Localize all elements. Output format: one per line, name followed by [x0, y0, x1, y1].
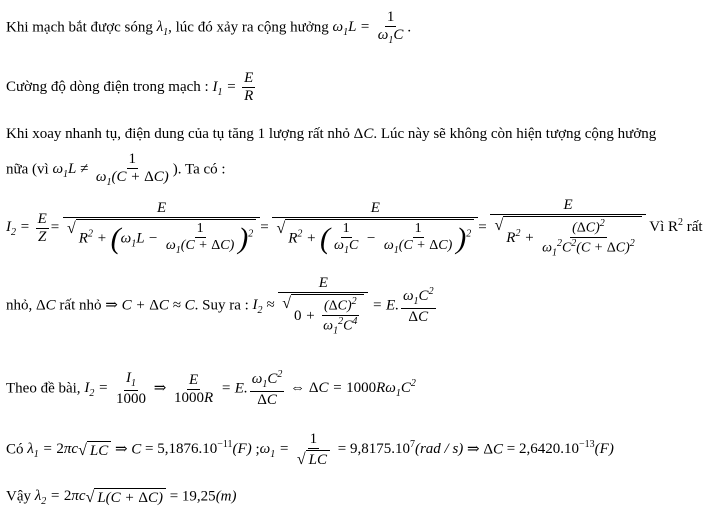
i2-ez-fraction: $\frac{E}{Z}$	[37, 210, 47, 245]
current-fraction: $\frac{E}{R}$	[244, 70, 254, 104]
omega1-value: = $9,8175.10^7(rad / s)$	[337, 439, 464, 458]
condition-fraction-3: $\frac{\omega_1C^2}{\Delta C}$	[251, 369, 283, 408]
delta-c-symbol: ΔC	[353, 126, 374, 142]
c-value: = $5,1876.10^{-11}(F)$	[145, 439, 252, 458]
i2-approx-fraction: E √ 0 + $\frac{(\Delta C)^2}{\omega_1^2C^4}$	[280, 276, 366, 336]
line-5: $I_2$ = $\frac{E}{Z}$ = E √ $R^2 + (\omega_1L$ − $\frac{1}{\omega_1(C + \Delta C)}$ )$^2$ = E √ $R^2$ + ( $\frac{1}{\omega_1C}$ − $\frac{1}{\omega_1(C + \Delta C)}$ )$^2$ = E √ $R^2$ + $\frac{(\Delta C)^2}{\omega_1^2C^2(C + \Delta C)^2}$ Vì $R^2$ rất	[6, 197, 703, 259]
i2-formula: $I_2$ =	[6, 219, 34, 239]
sqrt-lc: √ LC	[78, 441, 111, 459]
line-8: Có $\lambda_1 = 2\pi c$ √ LC ⇒ $C = 5,1876.10^{-11}(F)$ $;\omega_1$ = 1 √ LC = $9,8175.10^7(rad / s)$ ⇒ $\Delta C = 2,6420.10^{-13}(F)$	[6, 431, 614, 468]
line-6-text3: . Suy ra :	[194, 297, 249, 314]
line-3	[6, 127, 656, 142]
line-6: nhỏ, ΔC rất nhỏ ⇒ C + ΔC ≈ C. Suy ra : $I_2$ ≈ E √ 0 + $\frac{(\Delta C)^2}{\omega_1^2C^4}$ = E. $\frac{\omega_1C^2}{\Delta C}$	[6, 275, 434, 337]
i2-approx-result: $\frac{\omega_1C^2}{\Delta C}$	[402, 286, 434, 326]
line-7-text: Theo đề bài,	[6, 380, 81, 397]
resonance-formula: $\omega_1L$ =	[332, 19, 374, 39]
delta-c-small: ΔC	[36, 297, 56, 314]
delta-c-value: = $2,6420.10^{-13}(F)$	[506, 439, 614, 458]
line-9-text: Vậy	[6, 488, 31, 505]
line-1-text2: , lúc đó xảy ra cộng hưởng	[168, 19, 329, 36]
i2-fraction-3: E √ $R^2$ + $\frac{(\Delta C)^2}{\omega_1^2C^2(C + \Delta C)^2}$	[492, 198, 643, 258]
current-formula: $I_1$ =	[212, 78, 241, 98]
line-4-text: nữa (vì	[6, 161, 49, 178]
line-3-text2: . Lúc này sẽ không còn hiện tượng cộng hưởng	[373, 126, 657, 142]
lambda2-formula: $\lambda_2 = 2\pi c$	[34, 488, 86, 508]
line-9	[6, 488, 237, 507]
line-6-text: nhỏ,	[6, 297, 33, 314]
condition-fraction-2: $\frac{E}{1000R}$	[174, 371, 214, 406]
line-8-text: Có	[6, 441, 24, 458]
line-3-text: Khi xoay nhanh tụ, điện dung của tụ tăng 1 lượng rất nhỏ	[6, 126, 350, 142]
line-4	[6, 152, 226, 188]
delta-c-result: ⇔ $\Delta C = 1000R\omega_1C^2$	[290, 378, 416, 400]
approx-formula: ⇒ C + ΔC ≈ C	[105, 297, 195, 314]
line-4-text2: ). Ta có :	[172, 161, 226, 178]
lambda1-symbol: $\lambda_1$	[156, 19, 169, 39]
line-1: Khi mạch bắt được sóng $\lambda_1$, lúc đó xảy ra cộng hưởng $\omega_1L$ = $\frac{1}{\omega_1C}$ .	[6, 9, 412, 46]
sqrt-l-c-dc: √ L(C + ΔC)	[86, 488, 166, 506]
non-resonance-formula: $\omega_1L$ ≠	[52, 161, 92, 181]
line-2-text: Cường độ dòng điện trong mạch :	[6, 78, 209, 95]
condition-formula: $I_2$ =	[84, 380, 112, 400]
i2-approx-formula: $I_2$ ≈	[252, 297, 279, 317]
line-2	[6, 71, 257, 104]
i2-fraction-1: E √ $R^2 + (\omega_1L$ − $\frac{1}{\omega_1(C + \Delta C)}$ )$^2$	[65, 201, 258, 256]
line-1-text: Khi mạch bắt được sóng	[6, 19, 153, 36]
omega1-fraction: 1 √ LC	[295, 432, 332, 468]
line-7: Theo đề bài, $I_2$ = $\frac{I_1}{1000}$ ⇒ $\frac{E}{1000R}$ = E. $\frac{\omega_1C^2}{\Delta C}$ ⇔ $\Delta C = 1000R\omega_1C^2$	[6, 369, 416, 408]
lambda2-value: = 19,25(m)	[169, 488, 237, 505]
condition-fraction: $\frac{I_1}{1000}$	[115, 370, 146, 407]
line-6-text2: rất nhỏ	[59, 297, 102, 314]
i2-fraction-2: E √ $R^2$ + ( $\frac{1}{\omega_1C}$ − $\frac{1}{\omega_1(C + \Delta C)}$ )$^2$	[274, 201, 476, 256]
resonance-fraction: $\frac{1}{\omega_1C}$	[377, 9, 404, 46]
lambda1-formula: $\lambda_1 = 2\pi c$	[27, 441, 79, 461]
line-5-tail: Vì $R^2$ rất	[649, 217, 703, 236]
non-resonance-fraction: $\frac{1}{\omega_1(C + \Delta C)}$	[95, 151, 169, 188]
